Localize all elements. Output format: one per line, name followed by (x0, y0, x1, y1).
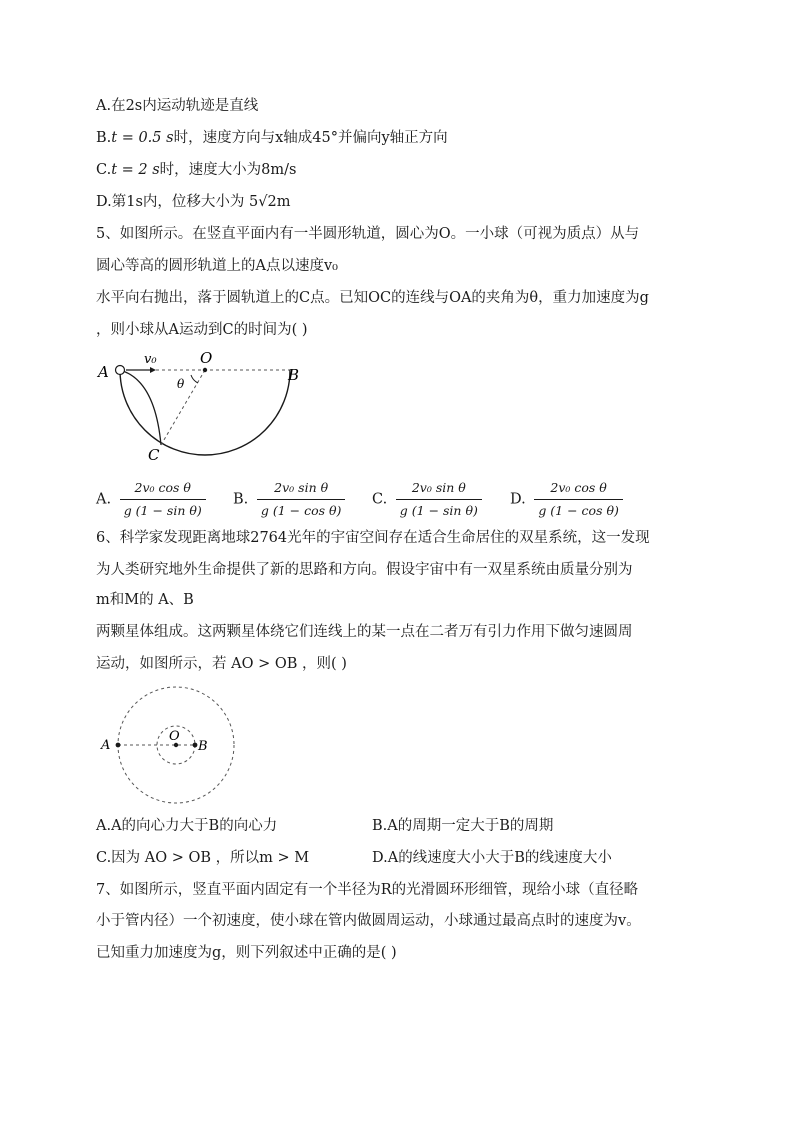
q5-option-b-label: B. (233, 491, 249, 508)
q6-star-b-dot (193, 743, 198, 748)
q5-label-c: C (148, 446, 160, 464)
q5-center-dot (203, 368, 207, 372)
q5-option-a-fraction (120, 478, 206, 521)
q5-option-a-num: 2v₀ cos θ (120, 478, 206, 500)
q5-line-3: 水平向右抛出，落于圆轨道上的C点。已知OC的连线与OA的夹角为θ，重力加速度为g (96, 290, 649, 306)
q5-line-2: 圆心等高的圆形轨道上的A点以速度v₀ (96, 258, 338, 274)
q4-option-b (96, 128, 448, 148)
q5-option-c-fraction (396, 478, 482, 521)
q5-option-b-den: g (1 − cos θ) (260, 503, 342, 518)
q5-line-4: ，则小球从A运动到C的时间为( ) (96, 322, 308, 338)
q5-option-c-num: 2v₀ sin θ (396, 478, 482, 500)
q5-label-b: B (288, 366, 300, 384)
q5-option-d-fraction (534, 478, 623, 521)
q5-option-d-label: D. (510, 491, 526, 508)
q5-arrow-head-icon (150, 367, 156, 373)
q6-star-a-dot (116, 743, 121, 748)
q4-option-b-text: 时，速度方向与x轴成45°并偏向y轴正方向 (173, 130, 448, 146)
q5-line-1: 5、如图所示。在竖直平面内有一半圆形轨道，圆心为O。一小球（可视为质点）从与 (96, 226, 640, 242)
q5-semicircle-figure (90, 345, 320, 465)
q6-label-a: A (101, 738, 111, 753)
q6-line-5: 运动，如图所示，若 AO > OB ，则( ) (96, 656, 347, 672)
q6-option-c: C.因为 AO > OB ，所以m > M (96, 850, 310, 866)
q5-label-o: O (200, 349, 213, 367)
q5-label-theta: θ (177, 377, 185, 391)
q6-option-d: D.A的线速度大小大于B的线速度大小 (372, 850, 612, 866)
q5-label-v0: v₀ (144, 352, 157, 367)
q4-option-b-prefix: B. (96, 130, 112, 146)
q5-ball-icon (116, 366, 125, 375)
q7-line-1: 7、如图所示，竖直平面内固定有一个半径为R的光滑圆环形细管，现给小球（直径略 (96, 882, 639, 898)
q6-binary-star-figure (96, 682, 246, 812)
q5-option-b (233, 478, 345, 521)
q5-trajectory-curve (120, 370, 161, 445)
q5-option-d-num: 2v₀ cos θ (534, 478, 623, 500)
q4-option-d-math: 5√2m (249, 194, 291, 210)
q4-option-d (96, 192, 290, 212)
q5-label-a: A (98, 363, 109, 381)
q6-line-3: m和M的 A、B (96, 592, 194, 608)
q6-line-4: 两颗星体组成。这两颗星体绕它们连线上的某一点在二者万有引力作用下做匀速圆周 (96, 624, 633, 640)
q6-option-b: B.A的周期一定大于B的周期 (372, 818, 554, 834)
q5-option-d (510, 478, 623, 521)
q5-semicircle-arc (120, 370, 290, 455)
q5-option-b-fraction (257, 478, 346, 521)
q6-line-1: 6、科学家发现距离地球2764光年的宇宙空间存在适合生命居住的双星系统，这一发现 (96, 530, 650, 546)
q6-label-o: O (169, 729, 180, 744)
q4-option-c-math: t = 2 s (111, 162, 160, 178)
q4-option-c-text: 时，速度大小为8m/s (159, 162, 297, 178)
q6-option-a: A.A的向心力大于B的向心力 (96, 818, 278, 834)
q5-option-d-den: g (1 − cos θ) (538, 503, 619, 518)
q7-line-2: 小于管内径）一个初速度，使小球在管内做圆周运动，小球通过最高点时的速度为v。 (96, 913, 641, 929)
q4-option-c-prefix: C. (96, 162, 112, 178)
q4-option-d-prefix: D.第1s内，位移大小为 (96, 194, 245, 210)
q4-option-c (96, 160, 296, 180)
q5-option-a-label: A. (96, 491, 112, 508)
q4-option-b-math: t = 0.5 s (111, 130, 174, 146)
q5-angle-arc (191, 375, 198, 383)
q5-option-c-label: C. (372, 491, 388, 508)
q6-line-2: 为人类研究地外生命提供了新的思路和方向。假设宇宙中有一双星系统由质量分别为 (96, 562, 633, 578)
q5-option-b-num: 2v₀ sin θ (257, 478, 346, 500)
q5-option-c-den: g (1 − sin θ) (399, 503, 478, 518)
q5-option-c (372, 478, 482, 521)
q5-option-a (96, 478, 206, 521)
q4-option-a: A.在2s内运动轨迹是直线 (96, 98, 259, 114)
q7-line-3: 已知重力加速度为g，则下列叙述中正确的是( ) (96, 945, 397, 961)
q5-option-a-den: g (1 − sin θ) (123, 503, 202, 518)
q6-label-b: B (198, 739, 208, 754)
